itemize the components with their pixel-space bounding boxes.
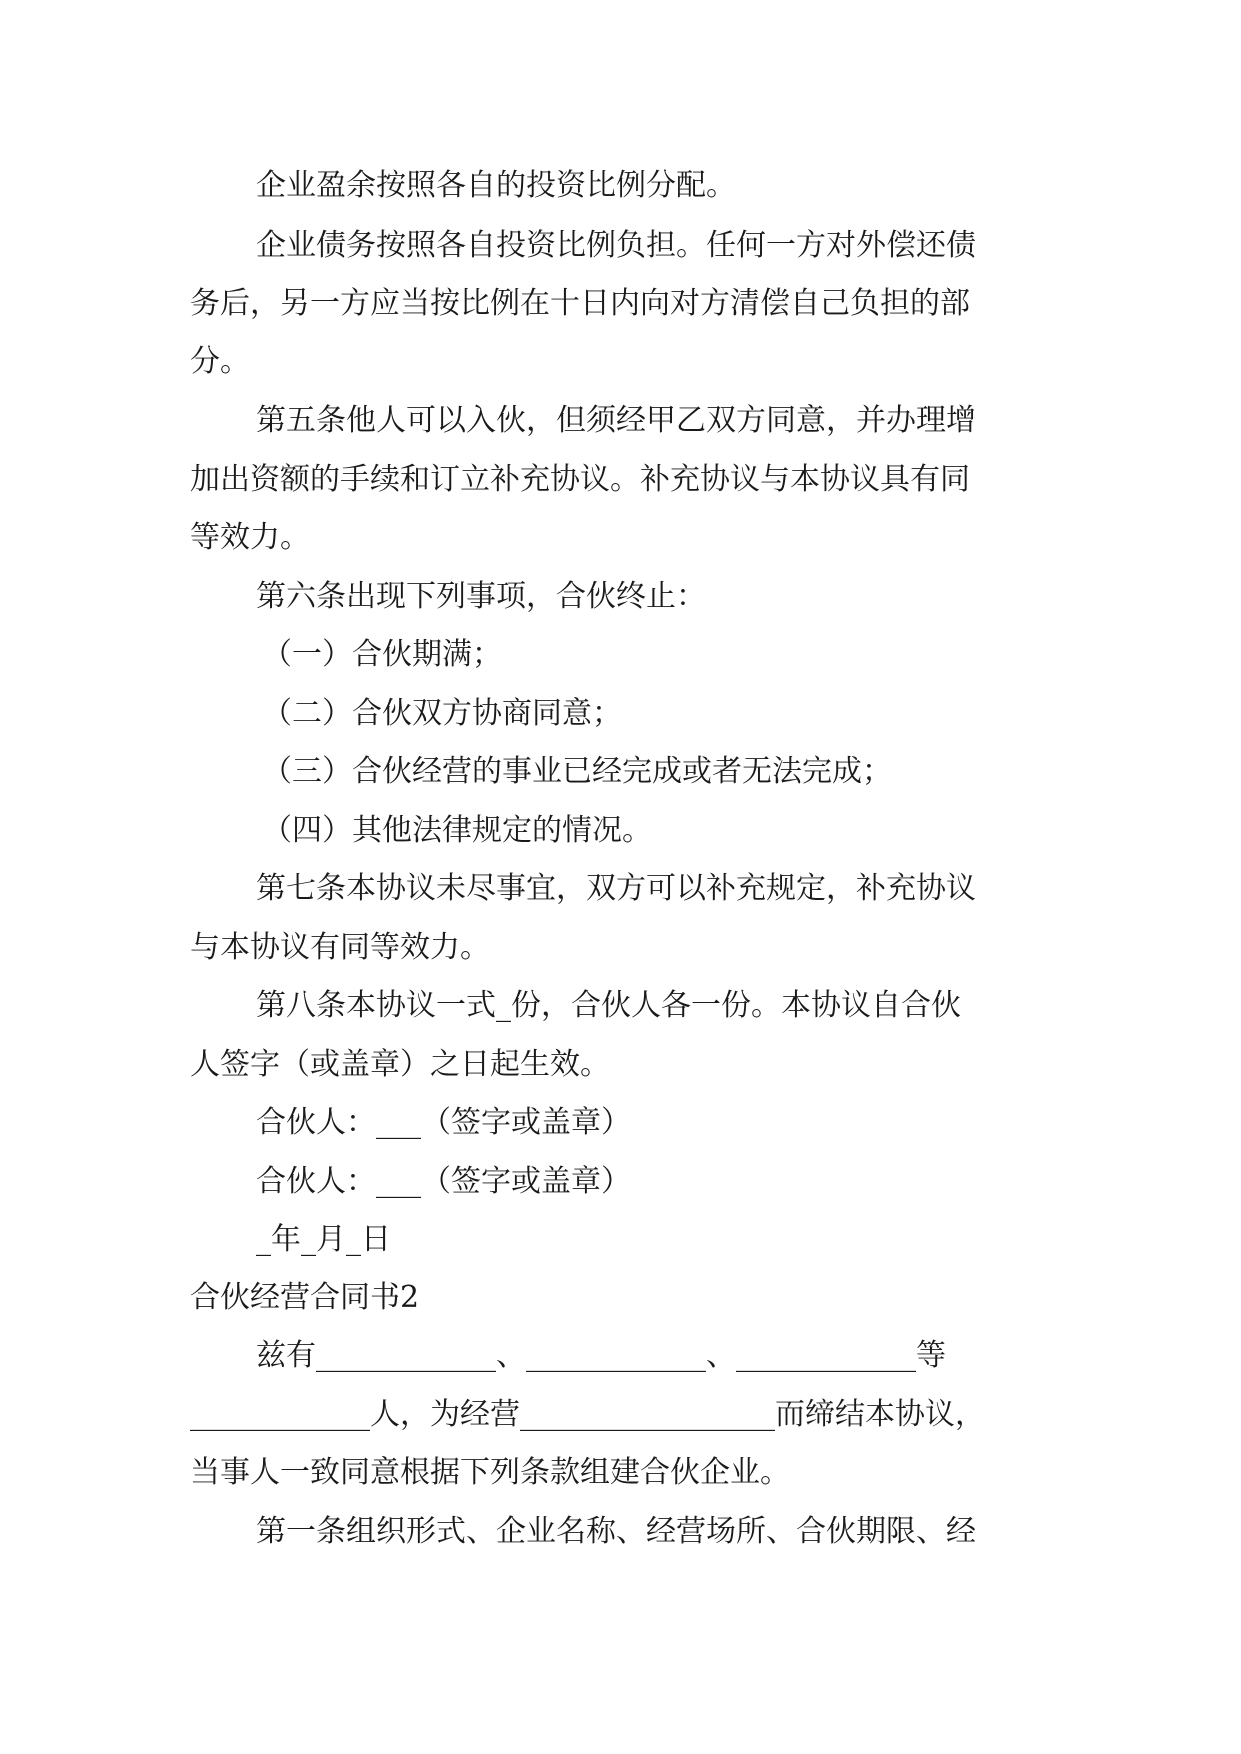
list-item: （四）其他法律规定的情况。 — [262, 813, 652, 848]
section-heading: 合伙经营合同书2 — [190, 1280, 420, 1315]
text-line: 第六条出现下列事项，合伙终止： — [256, 579, 706, 614]
list-item: （三）合伙经营的事业已经完成或者无法完成； — [262, 754, 892, 789]
text-line: 第七条本协议未尽事宜，双方可以补充规定，补充协议 — [256, 871, 976, 906]
text-line: 企业盈余按照各自的投资比例分配。 — [256, 168, 736, 203]
text-line: 加出资额的手续和订立补充协议。补充协议与本协议具有同 — [190, 462, 970, 497]
text-line: 第八条本协议一式_份，合伙人各一份。本协议自合伙 — [256, 988, 961, 1023]
text-line: 第五条他人可以入伙，但须经甲乙双方同意，并办理增 — [256, 403, 976, 438]
text-line: 兹有____________、____________、____________等 — [256, 1338, 946, 1373]
list-item: （二）合伙双方协商同意； — [262, 696, 622, 731]
text-line: 等效力。 — [190, 520, 310, 555]
date-line: _年_月_日 — [256, 1222, 391, 1257]
text-line: 与本协议有同等效力。 — [190, 930, 490, 965]
signature-line: 合伙人：___（签字或盖章） — [256, 1105, 631, 1140]
list-item: （一）合伙期满； — [262, 637, 502, 672]
text-line: 当事人一致同意根据下列条款组建合伙企业。 — [190, 1455, 790, 1490]
signature-line: 合伙人：___（签字或盖章） — [256, 1164, 631, 1199]
text-line: 第一条组织形式、企业名称、经营场所、合伙期限、经 — [256, 1514, 976, 1549]
text-line: 分。 — [190, 344, 250, 379]
text-line: ____________人，为经营_________________而缔结本协议， — [190, 1397, 985, 1432]
text-line: 人签字（或盖章）之日起生效。 — [190, 1047, 610, 1082]
text-line: 企业债务按照各自投资比例负担。任何一方对外偿还债 — [256, 228, 976, 263]
text-line: 务后，另一方应当按比例在十日内向对方清偿自己负担的部 — [190, 286, 970, 321]
